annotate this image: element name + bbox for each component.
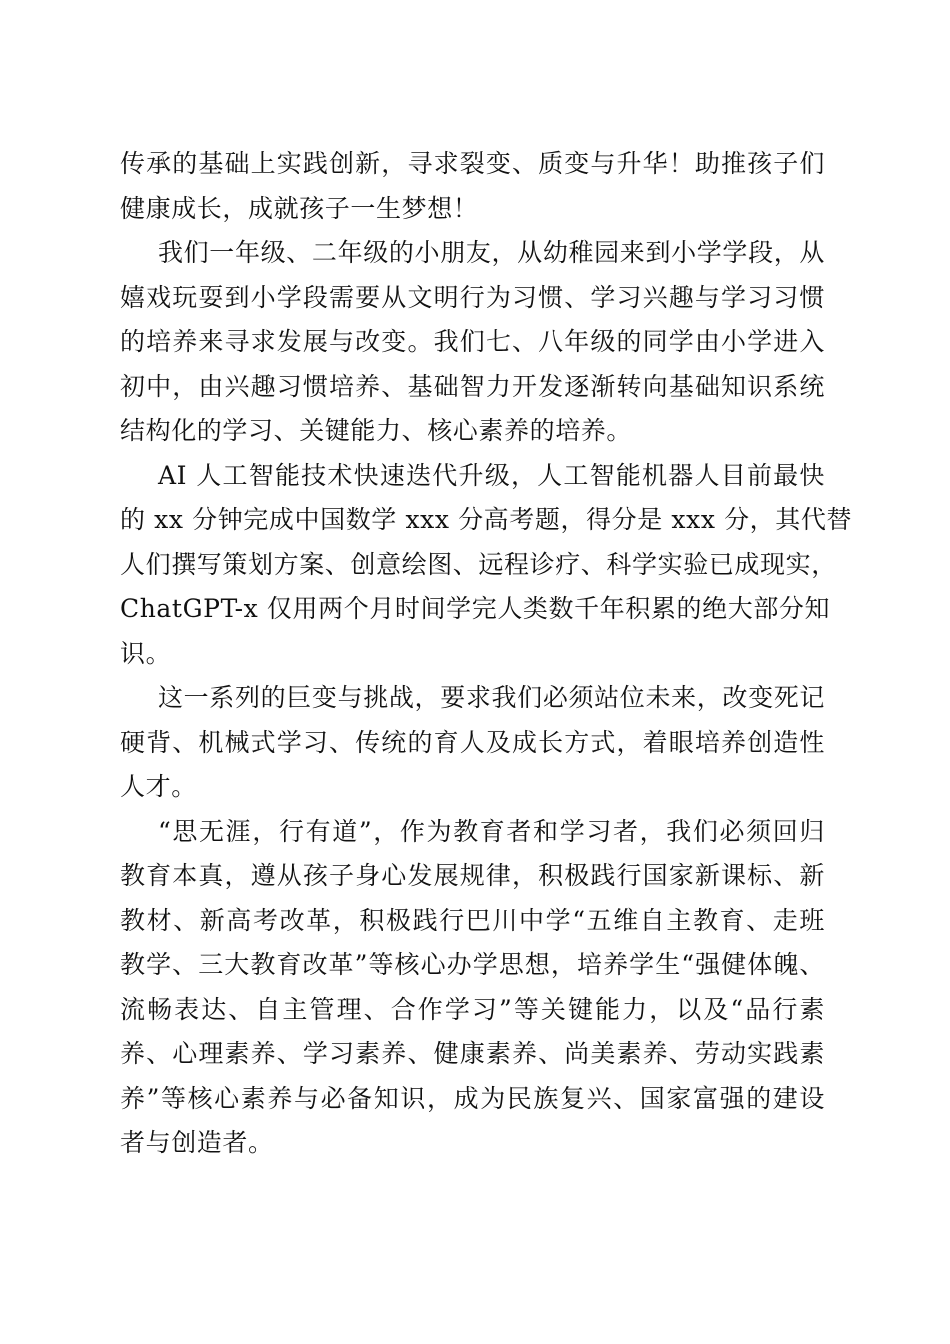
text-line: AI 人工智能技术快速迭代升级，人工智能机器人目前最快	[158, 460, 825, 490]
text-line: 嬉戏玩耍到小学段需要从文明行为习惯、学习兴趣与学习习惯	[120, 282, 825, 312]
text-line: ChatGPT-x 仅用两个月时间学完人类数千年积累的绝大部分知	[120, 594, 831, 623]
text-line: 养”等核心素养与必备知识，成为民族复兴、国家富强的建设	[120, 1083, 825, 1113]
text-line: 传承的基础上实践创新，寻求裂变、质变与升华！助推孩子们	[120, 149, 825, 178]
text-line: 者与创造者。	[120, 1128, 274, 1157]
paragraph	[120, 676, 825, 810]
text-line: 这一系列的巨变与挑战，要求我们必须站位未来，改变死记	[158, 683, 825, 712]
text-line: 人们撰写策划方案、创意绘图、远程诊疗、科学实验已成现实，	[120, 549, 837, 579]
paragraph	[120, 810, 825, 1166]
paragraph	[120, 142, 825, 231]
text-line: “思无涯，行有道”，作为教育者和学习者，我们必须回归	[158, 816, 825, 846]
paragraph	[120, 231, 825, 454]
text-line: 识。	[120, 638, 172, 668]
document-body	[120, 142, 853, 1166]
text-line: 的 xx 分钟完成中国数学 xxx 分高考题，得分是 xxx 分，其代替	[120, 505, 853, 534]
text-line: 健康成长，成就孩子一生梦想！	[120, 193, 479, 223]
text-line: 教学、三大教育改革”等核心办学思想，培养学生“强健体魄、	[120, 950, 825, 979]
text-line: 养、心理素养、学习素养、健康素养、尚美素养、劳动实践素	[120, 1039, 825, 1068]
text-line: 教材、新高考改革，积极践行巴川中学“五维自主教育、走班	[120, 905, 825, 935]
text-line: 初中，由兴趣习惯培养、基础智力开发逐渐转向基础知识系统	[120, 371, 825, 401]
text-line: 人才。	[120, 772, 197, 801]
text-line: 的培养来寻求发展与改变。我们七、八年级的同学由小学进入	[120, 327, 825, 356]
paragraph	[120, 454, 853, 677]
text-line: 硬背、机械式学习、传统的育人及成长方式，着眼培养创造性	[120, 727, 825, 757]
text-line: 教育本真，遵从孩子身心发展规律，积极践行国家新课标、新	[120, 861, 825, 890]
text-line: 结构化的学习、关键能力、核心素养的培养。	[120, 416, 633, 445]
text-line: 流畅表达、自主管理、合作学习”等关键能力，以及“品行素	[120, 994, 825, 1024]
text-line: 我们一年级、二年级的小朋友，从幼稚园来到小学学段，从	[158, 238, 825, 267]
